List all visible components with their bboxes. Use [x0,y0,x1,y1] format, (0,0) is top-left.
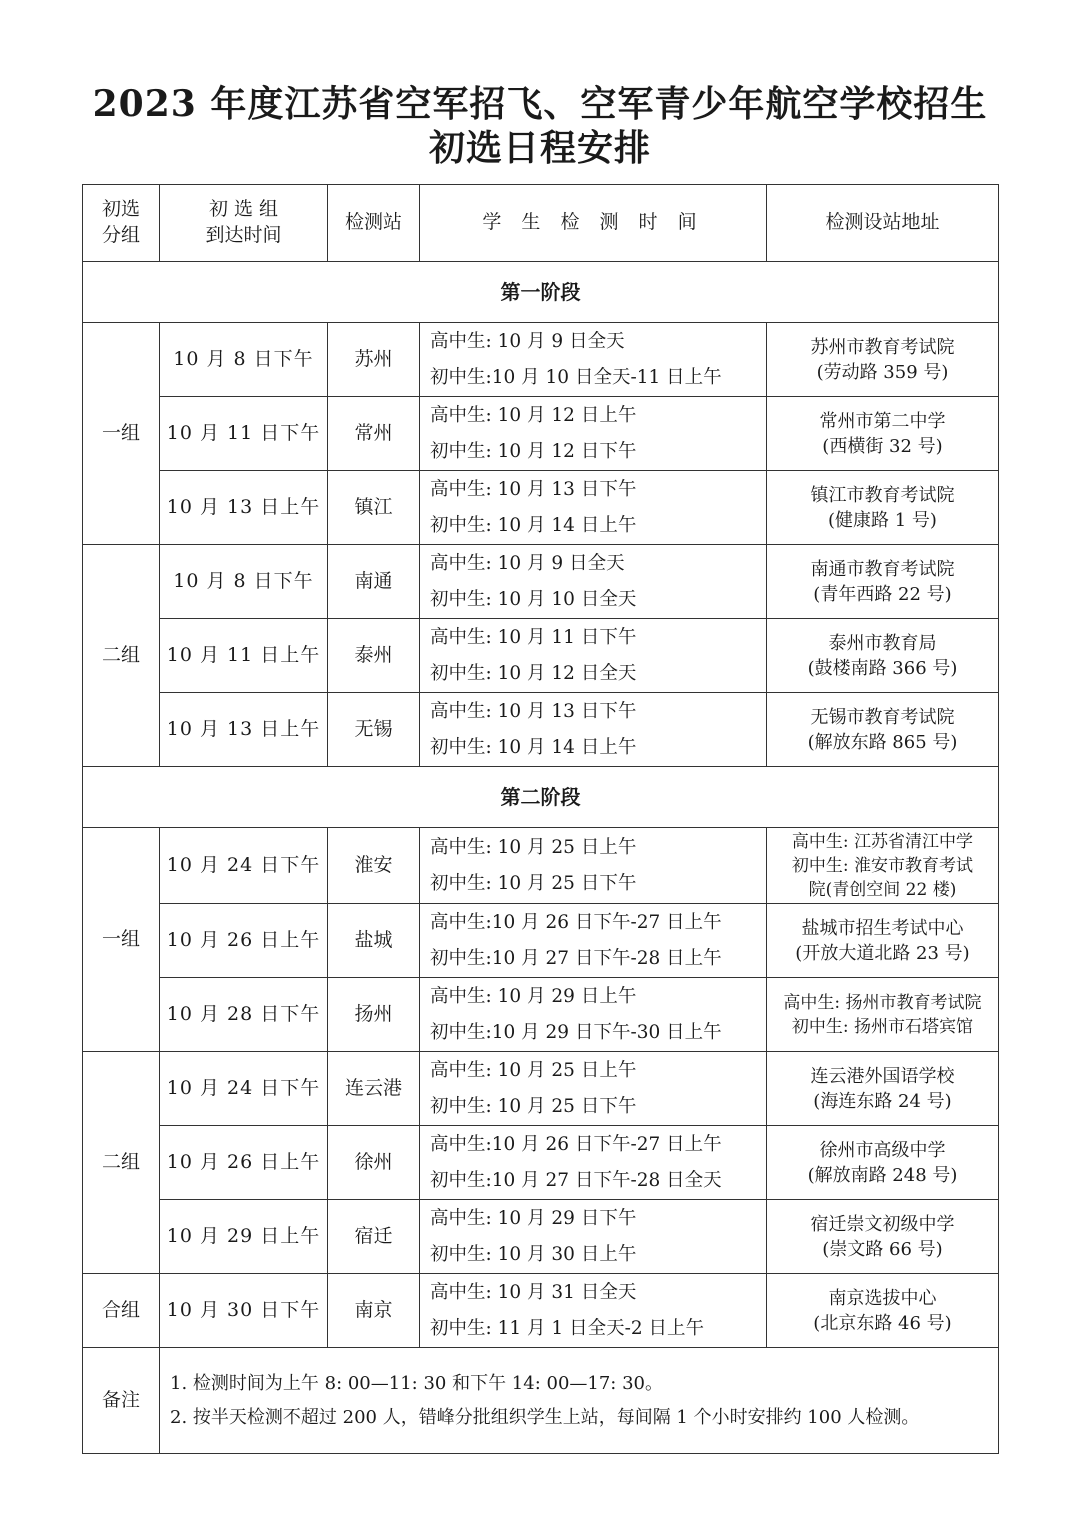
header-test-time: 学 生 检 测 时 间 [420,185,767,262]
note-line-1: 1. 检测时间为上午 8: 00—11: 30 和下午 14: 00—17: 30。 [170,1372,663,1394]
table-row [83,397,999,471]
station-name: 镇江 [328,471,420,545]
document-title-line2: 初选日程安排 [428,127,651,169]
stage-1-label: 第一阶段 [83,262,999,323]
station-name: 南京 [328,1274,420,1348]
test-time: 高中生: 10 月 29 日下午 初中生: 10 月 30 日上午 [420,1200,767,1274]
station-name: 常州 [328,397,420,471]
station-name: 宿迁 [328,1200,420,1274]
test-time: 高中生: 10 月 9 日全天 初中生: 10 月 10 日全天 [420,545,767,619]
table-row [83,904,999,978]
station-address: 南通市教育考试院 (青年西路 22 号) [767,545,999,619]
test-time: 高中生: 10 月 29 日上午 初中生:10 月 29 日下午-30 日上午 [420,978,767,1052]
test-time: 高中生:10 月 26 日下午-27 日上午 初中生:10 月 27 日下午-28 日上午 [420,904,767,978]
group-label: 二组 [83,545,160,767]
table-row [83,1200,999,1274]
arrive-time: 10 月 8 日下午 [160,323,328,397]
notes-content [160,1348,999,1454]
table-row [83,619,999,693]
arrive-time: 10 月 26 日上午 [160,904,328,978]
station-address: 高中生: 扬州市教育考试院 初中生: 扬州市石塔宾馆 [767,978,999,1052]
test-time: 高中生: 10 月 9 日全天 初中生:10 月 10 日全天-11 日上午 [420,323,767,397]
arrive-time: 10 月 24 日下午 [160,828,328,904]
station-name: 盐城 [328,904,420,978]
test-time: 高中生: 10 月 13 日下午 初中生: 10 月 14 日上午 [420,471,767,545]
station-address: 高中生: 江苏省清江中学 初中生: 淮安市教育考试 院(青创空间 22 楼) [767,828,999,904]
notes-row [83,1348,999,1454]
station-address: 宿迁崇文初级中学 (崇文路 66 号) [767,1200,999,1274]
test-time: 高中生: 10 月 11 日下午 初中生: 10 月 12 日全天 [420,619,767,693]
station-name: 无锡 [328,693,420,767]
arrive-time: 10 月 26 日上午 [160,1126,328,1200]
table-row [83,471,999,545]
group-label: 合组 [83,1274,160,1348]
station-address: 苏州市教育考试院 (劳动路 359 号) [767,323,999,397]
table-row [83,323,999,397]
station-name: 连云港 [328,1052,420,1126]
table-row [83,545,999,619]
arrive-time: 10 月 11 日下午 [160,397,328,471]
arrive-time: 10 月 11 日上午 [160,619,328,693]
stage-2-label: 第二阶段 [83,767,999,828]
test-time: 高中生: 10 月 25 日上午 初中生: 10 月 25 日下午 [420,1052,767,1126]
test-time: 高中生:10 月 26 日下午-27 日上午 初中生:10 月 27 日下午-28 日全天 [420,1126,767,1200]
table-row [83,828,999,904]
stage-row [83,767,999,828]
stage-row [83,262,999,323]
arrive-time: 10 月 30 日下午 [160,1274,328,1348]
arrive-time: 10 月 29 日上午 [160,1200,328,1274]
station-address: 徐州市高级中学 (解放南路 248 号) [767,1126,999,1200]
header-row [83,185,999,262]
notes-label: 备注 [83,1348,160,1454]
station-name: 扬州 [328,978,420,1052]
schedule-table [82,184,999,1454]
table-row [83,1052,999,1126]
group-label: 一组 [83,323,160,545]
station-address: 常州市第二中学 (西横街 32 号) [767,397,999,471]
arrive-time: 10 月 8 日下午 [160,545,328,619]
table-row [83,978,999,1052]
station-name: 淮安 [328,828,420,904]
station-name: 徐州 [328,1126,420,1200]
note-line-2: 2. 按半天检测不超过 200 人，错峰分批组织学生上站，每间隔 1 个小时安排约 100 人检测。 [170,1406,920,1428]
station-name: 南通 [328,545,420,619]
arrive-time: 10 月 28 日下午 [160,978,328,1052]
table-row [83,1274,999,1348]
test-time: 高中生: 10 月 12 日上午 初中生: 10 月 12 日下午 [420,397,767,471]
arrive-time: 10 月 13 日上午 [160,471,328,545]
table-row [83,693,999,767]
test-time: 高中生: 10 月 13 日下午 初中生: 10 月 14 日上午 [420,693,767,767]
arrive-time: 10 月 24 日下午 [160,1052,328,1126]
header-group: 初选 分组 [83,185,160,262]
group-label: 一组 [83,828,160,1052]
station-address: 镇江市教育考试院 (健康路 1 号) [767,471,999,545]
header-address: 检测设站地址 [767,185,999,262]
header-station: 检测站 [328,185,420,262]
table-row [83,1126,999,1200]
station-address: 泰州市教育局 (鼓楼南路 366 号) [767,619,999,693]
test-time: 高中生: 10 月 31 日全天 初中生: 11 月 1 日全天-2 日上午 [420,1274,767,1348]
station-name: 苏州 [328,323,420,397]
station-name: 泰州 [328,619,420,693]
document-title-line1: 2023 年度江苏省空军招飞、空军青少年航空学校招生 [92,83,988,125]
test-time: 高中生: 10 月 25 日上午 初中生: 10 月 25 日下午 [420,828,767,904]
group-label: 二组 [83,1052,160,1274]
station-address: 连云港外国语学校 (海连东路 24 号) [767,1052,999,1126]
station-address: 无锡市教育考试院 (解放东路 865 号) [767,693,999,767]
station-address: 南京选拔中心 (北京东路 46 号) [767,1274,999,1348]
station-address: 盐城市招生考试中心 (开放大道北路 23 号) [767,904,999,978]
arrive-time: 10 月 13 日上午 [160,693,328,767]
header-arrive-time: 初 选 组 到达时间 [160,185,328,262]
